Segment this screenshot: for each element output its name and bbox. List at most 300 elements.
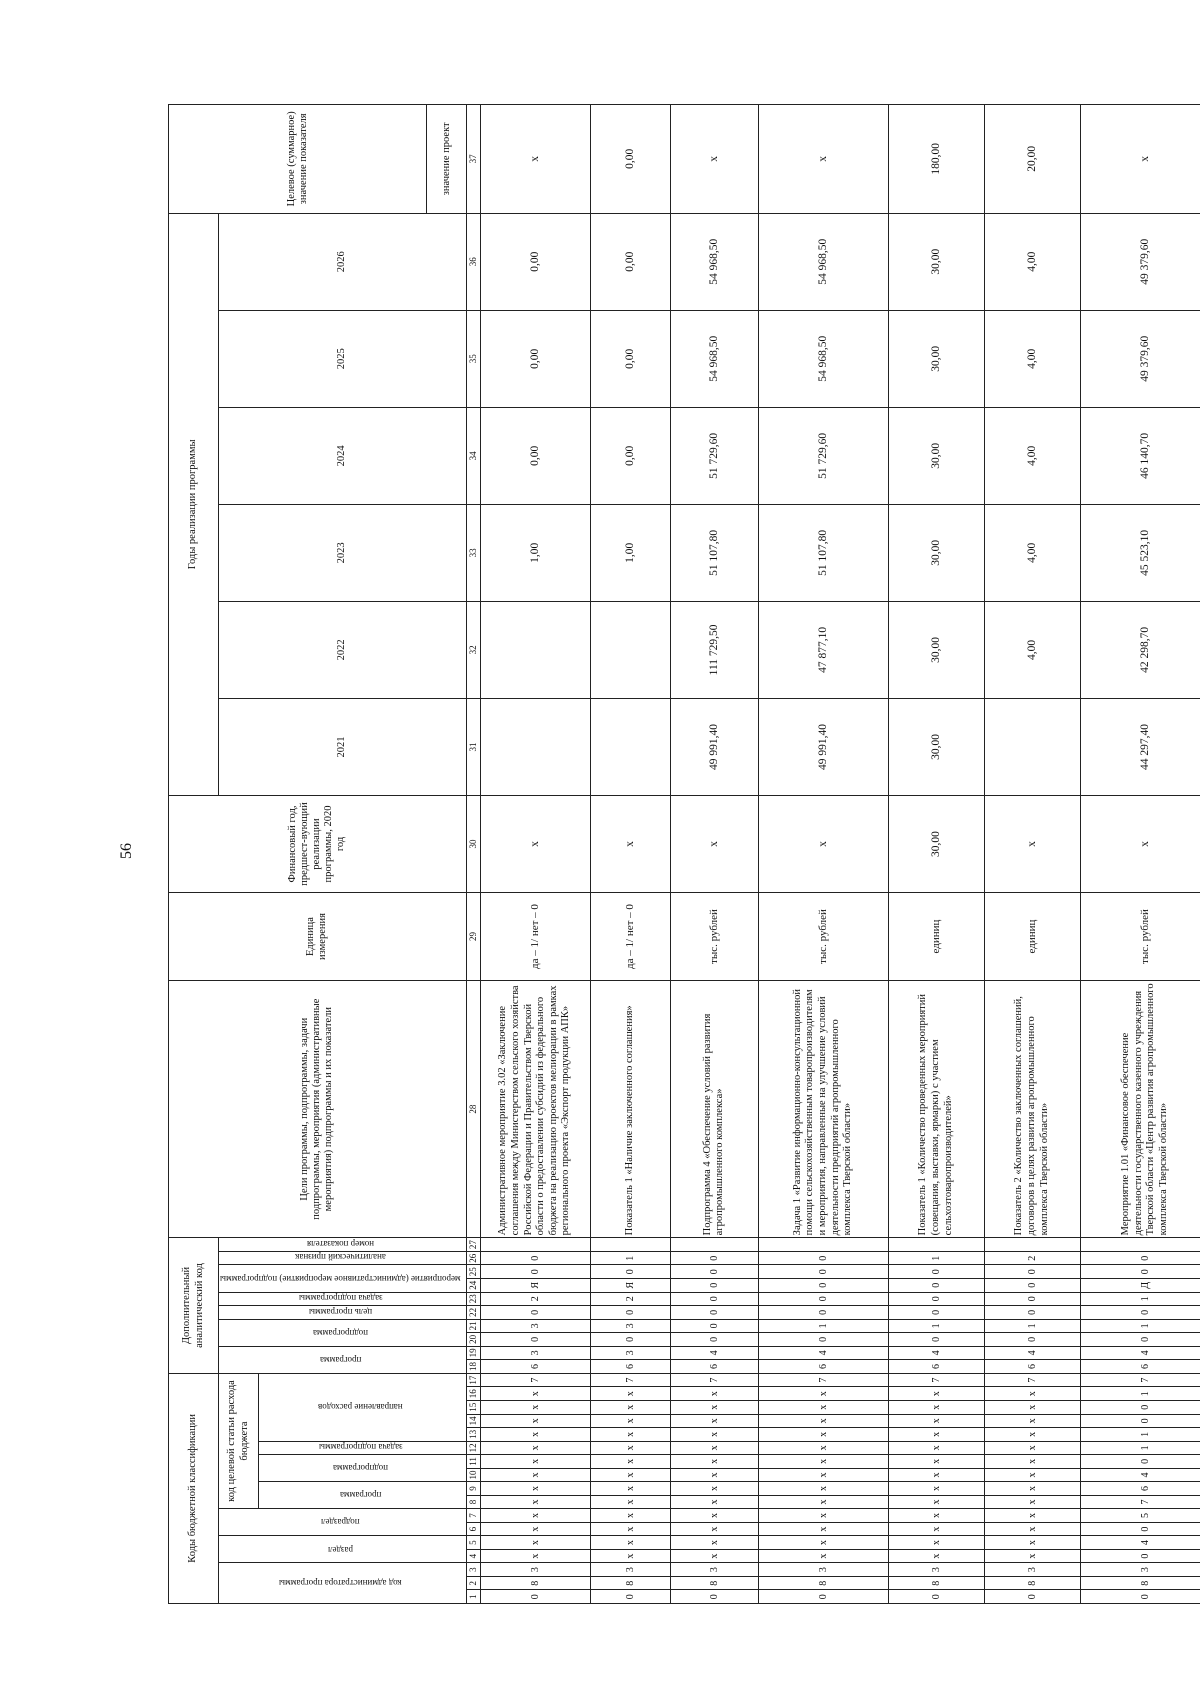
code-digit-empty <box>590 1238 670 1252</box>
code-digit: 8 <box>984 1576 1080 1590</box>
code-digit: 1 <box>1080 1441 1200 1455</box>
code-digit: x <box>480 1468 590 1482</box>
row-unit: тыс. рублей <box>670 893 758 981</box>
subprogram-short-header: подпрограмма <box>219 1319 467 1346</box>
row-2021 <box>590 698 670 795</box>
code-digit: x <box>480 1455 590 1469</box>
target-header: Целевое (суммарное) значение показателя <box>169 105 427 214</box>
target-item-code-header: код целевой статьи расхода бюджета <box>219 1373 259 1509</box>
column-number: 21 <box>466 1319 480 1333</box>
year-2026-header: 2026 <box>219 213 467 310</box>
code-digit: 1 <box>888 1319 984 1333</box>
row-2022 <box>480 601 590 698</box>
year-2023-header: 2023 <box>219 504 467 601</box>
column-number: 20 <box>466 1333 480 1347</box>
row-2024: 0,00 <box>590 407 670 504</box>
row-unit: да – 1/ нет – 0 <box>480 893 590 981</box>
row-2024: 4,00 <box>984 407 1080 504</box>
column-number: 2 <box>466 1576 480 1590</box>
row-2022: 42 298,70 <box>1080 601 1200 698</box>
row-unit: да – 1/ нет – 0 <box>590 893 670 981</box>
code-digit: x <box>888 1509 984 1523</box>
column-number: 29 <box>466 893 480 981</box>
table-row <box>480 105 590 1604</box>
code-digit: 0 <box>888 1292 984 1306</box>
column-number: 13 <box>466 1428 480 1442</box>
row-2025: 0,00 <box>590 310 670 407</box>
code-digit: x <box>888 1549 984 1563</box>
code-digit: 0 <box>590 1590 670 1604</box>
code-digit: x <box>888 1522 984 1536</box>
code-digit: x <box>984 1536 1080 1550</box>
row-2023: 4,00 <box>984 504 1080 601</box>
row-2026: 4,00 <box>984 213 1080 310</box>
code-digit: x <box>670 1522 758 1536</box>
column-number: 26 <box>466 1251 480 1265</box>
code-digit: x <box>480 1509 590 1523</box>
row-2025: 54 968,50 <box>670 310 758 407</box>
code-digit: 7 <box>1080 1373 1200 1387</box>
column-number: 18 <box>466 1360 480 1374</box>
row-2021 <box>480 698 590 795</box>
column-number: 24 <box>466 1279 480 1293</box>
code-digit: 0 <box>670 1279 758 1293</box>
code-digit: 0 <box>758 1590 888 1604</box>
code-digit: 0 <box>1080 1522 1200 1536</box>
code-digit: 6 <box>1080 1360 1200 1374</box>
code-digit: 7 <box>888 1373 984 1387</box>
code-digit: 6 <box>590 1360 670 1374</box>
row-2026: 0,00 <box>590 213 670 310</box>
subprogram-goal-header: цель программы <box>219 1306 467 1320</box>
code-digit: 0 <box>1080 1549 1200 1563</box>
code-digit: 6 <box>480 1360 590 1374</box>
code-digit: x <box>590 1387 670 1401</box>
table-row <box>590 105 670 1604</box>
code-digit: 0 <box>1080 1590 1200 1604</box>
row-fin-year: x <box>590 795 670 892</box>
code-digit: x <box>984 1401 1080 1415</box>
code-digit: 0 <box>984 1265 1080 1279</box>
code-digit-empty <box>984 1238 1080 1252</box>
code-digit: 3 <box>670 1563 758 1577</box>
code-digit: x <box>590 1509 670 1523</box>
code-digit: Д <box>1080 1279 1200 1293</box>
code-digit: x <box>590 1414 670 1428</box>
column-number: 9 <box>466 1482 480 1496</box>
activity-header: мероприятие (административное мероприятие) подпрограммы <box>219 1265 467 1292</box>
code-digit: x <box>480 1549 590 1563</box>
column-number: 17 <box>466 1373 480 1387</box>
column-number: 8 <box>466 1495 480 1509</box>
code-digit: x <box>480 1401 590 1415</box>
code-digit: 3 <box>480 1319 590 1333</box>
code-digit: x <box>758 1549 888 1563</box>
code-digit: x <box>888 1455 984 1469</box>
column-number: 22 <box>466 1306 480 1320</box>
code-digit: 6 <box>888 1360 984 1374</box>
column-number: 37 <box>466 105 480 214</box>
row-target: 20,00 <box>984 105 1080 214</box>
subprogram-header: подпрограмма <box>259 1455 467 1482</box>
row-fin-year: x <box>1080 795 1200 892</box>
program-header: программа <box>259 1482 467 1509</box>
code-digit: 0 <box>758 1279 888 1293</box>
code-digit: 0 <box>1080 1265 1200 1279</box>
code-digit: 3 <box>590 1346 670 1360</box>
row-2022: 4,00 <box>984 601 1080 698</box>
code-digit: 4 <box>1080 1346 1200 1360</box>
column-number: 27 <box>466 1238 480 1252</box>
code-digit: 8 <box>590 1576 670 1590</box>
column-number: 10 <box>466 1468 480 1482</box>
row-description: Показатель 1 «Наличие заключенного соглашения» <box>590 981 670 1238</box>
code-digit: 0 <box>1080 1251 1200 1265</box>
code-digit: x <box>984 1414 1080 1428</box>
code-digit: x <box>480 1414 590 1428</box>
row-2023: 51 107,80 <box>758 504 888 601</box>
row-2026: 54 968,50 <box>758 213 888 310</box>
code-digit: x <box>758 1387 888 1401</box>
row-target: 0,00 <box>590 105 670 214</box>
code-digit: 0 <box>480 1306 590 1320</box>
code-digit: x <box>758 1441 888 1455</box>
code-digit: 0 <box>590 1265 670 1279</box>
years-header: Годы реализации программы <box>169 213 219 795</box>
code-digit: 8 <box>1080 1576 1200 1590</box>
code-digit: 0 <box>888 1279 984 1293</box>
code-digit: 8 <box>888 1576 984 1590</box>
column-number: 19 <box>466 1346 480 1360</box>
column-number-row <box>466 105 480 1604</box>
code-digit-empty <box>758 1238 888 1252</box>
program-short-header: программа <box>219 1346 467 1373</box>
code-digit: x <box>984 1549 1080 1563</box>
row-2025: 4,00 <box>984 310 1080 407</box>
row-2023: 51 107,80 <box>670 504 758 601</box>
row-target: x <box>1080 105 1200 214</box>
code-digit: 0 <box>480 1251 590 1265</box>
code-digit: x <box>888 1482 984 1496</box>
code-digit: x <box>670 1441 758 1455</box>
row-2025: 49 379,60 <box>1080 310 1200 407</box>
code-digit: 0 <box>670 1306 758 1320</box>
code-digit: 7 <box>984 1373 1080 1387</box>
code-digit-empty <box>480 1238 590 1252</box>
code-digit: 0 <box>984 1292 1080 1306</box>
code-digit: x <box>984 1522 1080 1536</box>
code-digit: 0 <box>480 1265 590 1279</box>
code-digit: 3 <box>590 1563 670 1577</box>
column-number: 33 <box>466 504 480 601</box>
code-digit: x <box>670 1536 758 1550</box>
code-digit: 0 <box>758 1251 888 1265</box>
row-2022: 30,00 <box>888 601 984 698</box>
code-digit: x <box>480 1522 590 1536</box>
column-number: 30 <box>466 795 480 892</box>
code-digit: 0 <box>670 1319 758 1333</box>
code-digit: x <box>758 1495 888 1509</box>
row-target: x <box>758 105 888 214</box>
code-digit: x <box>590 1441 670 1455</box>
column-number: 5 <box>466 1536 480 1550</box>
code-digit: x <box>480 1441 590 1455</box>
code-digit: x <box>670 1455 758 1469</box>
code-digit: 0 <box>1080 1414 1200 1428</box>
column-number: 7 <box>466 1509 480 1523</box>
code-digit: x <box>480 1482 590 1496</box>
code-digit: 0 <box>888 1590 984 1604</box>
code-digit: 4 <box>670 1346 758 1360</box>
row-2023: 45 523,10 <box>1080 504 1200 601</box>
code-digit: x <box>888 1414 984 1428</box>
code-digit: 0 <box>758 1333 888 1347</box>
code-digit: x <box>888 1441 984 1455</box>
code-digit: x <box>888 1401 984 1415</box>
subprogram-task-short-header: задача подпрограммы <box>219 1292 467 1306</box>
row-2021: 44 297,40 <box>1080 698 1200 795</box>
row-description: Показатель 1 «Количество проведенных мероприятий (совещания, выставки, ярмарки) с участием сельхозтоваропроизводителей» <box>888 981 984 1238</box>
code-digit: x <box>590 1455 670 1469</box>
code-digit: 1 <box>758 1319 888 1333</box>
code-digit: 0 <box>758 1292 888 1306</box>
row-2024: 30,00 <box>888 407 984 504</box>
code-digit: 0 <box>888 1265 984 1279</box>
code-digit-empty <box>888 1238 984 1252</box>
code-digit: 0 <box>670 1251 758 1265</box>
row-2022: 111 729,50 <box>670 601 758 698</box>
subprogram-task-header: задача подпрограммы <box>259 1441 467 1455</box>
row-target: x <box>480 105 590 214</box>
row-unit: тыс. рублей <box>758 893 888 981</box>
code-digit: x <box>670 1428 758 1442</box>
code-digit: x <box>670 1495 758 1509</box>
code-digit: 0 <box>888 1306 984 1320</box>
code-digit: Я <box>480 1279 590 1293</box>
code-digit: 0 <box>480 1333 590 1347</box>
code-digit: 5 <box>1080 1509 1200 1523</box>
row-fin-year: x <box>758 795 888 892</box>
year-2021-header: 2021 <box>219 698 467 795</box>
code-digit: x <box>480 1428 590 1442</box>
row-2024: 51 729,60 <box>670 407 758 504</box>
code-digit: x <box>984 1455 1080 1469</box>
code-digit: 0 <box>670 1333 758 1347</box>
row-2023: 30,00 <box>888 504 984 601</box>
code-digit: 7 <box>1080 1495 1200 1509</box>
row-2026: 54 968,50 <box>670 213 758 310</box>
column-number: 36 <box>466 213 480 310</box>
code-digit: x <box>670 1401 758 1415</box>
row-2023: 1,00 <box>590 504 670 601</box>
code-digit: x <box>984 1441 1080 1455</box>
table-body <box>480 105 1200 1604</box>
table-row <box>888 105 984 1604</box>
section-header: раздел <box>219 1536 467 1563</box>
subsection-header: подраздел <box>219 1509 467 1536</box>
column-number: 34 <box>466 407 480 504</box>
rotated-table-wrapper <box>168 104 1169 1604</box>
column-number: 12 <box>466 1441 480 1455</box>
column-number: 14 <box>466 1414 480 1428</box>
code-digit: x <box>984 1495 1080 1509</box>
code-digit: 2 <box>480 1292 590 1306</box>
code-digit: x <box>670 1414 758 1428</box>
code-digit: x <box>758 1509 888 1523</box>
row-description: Подпрограмма 4 «Обеспечение условий развития агропромышленного комплекса» <box>670 981 758 1238</box>
code-digit: x <box>670 1387 758 1401</box>
row-2021: 49 991,40 <box>758 698 888 795</box>
program-table <box>168 104 1200 1604</box>
code-digit: 0 <box>1080 1455 1200 1469</box>
row-2025: 54 968,50 <box>758 310 888 407</box>
fin-year-header: Финансовый год, предшест-вующий реализации программы, 2020 год <box>169 795 467 892</box>
code-digit: 1 <box>1080 1387 1200 1401</box>
column-number: 3 <box>466 1563 480 1577</box>
code-digit: x <box>984 1482 1080 1496</box>
year-2022-header: 2022 <box>219 601 467 698</box>
row-2026: 30,00 <box>888 213 984 310</box>
row-unit: единиц <box>888 893 984 981</box>
code-digit: 3 <box>590 1319 670 1333</box>
row-fin-year: 30,00 <box>888 795 984 892</box>
code-digit: x <box>984 1468 1080 1482</box>
column-number: 11 <box>466 1455 480 1469</box>
table-row <box>1080 105 1200 1604</box>
code-digit: 0 <box>758 1306 888 1320</box>
code-digit: 2 <box>984 1251 1080 1265</box>
code-digit: Я <box>590 1279 670 1293</box>
column-number: 1 <box>466 1590 480 1604</box>
table-row <box>758 105 888 1604</box>
unit-header: Единица измерения <box>169 893 467 981</box>
code-digit: 3 <box>480 1346 590 1360</box>
code-digit: 0 <box>670 1265 758 1279</box>
code-digit: 8 <box>758 1576 888 1590</box>
code-digit: 1 <box>1080 1319 1200 1333</box>
row-description: Мероприятие 1.01 «Финансовое обеспечение деятельности государственного казенного учреждения Тверской области «Центр развития агропромышленного комплекса Тверской области» <box>1080 981 1200 1238</box>
row-description: Задача 1 «Развитие информационно-консультационной помощи сельскохозяйственным товаропроизводителям и мероприятия, направленные на улучшение условий деятельности предприятий агропромышленного комплекса Тверской области» <box>758 981 888 1238</box>
code-digit: 0 <box>1080 1401 1200 1415</box>
code-digit: 3 <box>480 1563 590 1577</box>
code-digit: x <box>888 1387 984 1401</box>
column-number: 28 <box>466 981 480 1238</box>
code-digit: 6 <box>1080 1482 1200 1496</box>
code-digit: x <box>590 1482 670 1496</box>
code-digit: 8 <box>670 1576 758 1590</box>
code-digit: 7 <box>480 1373 590 1387</box>
code-digit: x <box>758 1455 888 1469</box>
row-2026: 49 379,60 <box>1080 213 1200 310</box>
code-digit: 6 <box>984 1360 1080 1374</box>
code-digit: x <box>590 1522 670 1536</box>
code-digit: x <box>590 1536 670 1550</box>
code-digit: x <box>758 1536 888 1550</box>
code-digit: x <box>984 1428 1080 1442</box>
code-digit: 7 <box>670 1373 758 1387</box>
goals-header: Цели программы, подпрограммы, задачи подпрограммы, мероприятия (административные мероприятия) подпрограммы и их показатели <box>169 981 467 1238</box>
code-digit: 0 <box>888 1333 984 1347</box>
code-digit: x <box>590 1428 670 1442</box>
code-digit: 3 <box>888 1563 984 1577</box>
row-target: 180,00 <box>888 105 984 214</box>
code-digit: 7 <box>590 1373 670 1387</box>
code-digit: 4 <box>888 1346 984 1360</box>
code-digit: 0 <box>984 1279 1080 1293</box>
code-digit: 1 <box>984 1319 1080 1333</box>
row-2026: 0,00 <box>480 213 590 310</box>
code-digit: x <box>984 1509 1080 1523</box>
indicator-number-header: номер показателя <box>219 1238 467 1252</box>
code-digit: 0 <box>670 1590 758 1604</box>
column-number: 31 <box>466 698 480 795</box>
code-digit: 0 <box>984 1590 1080 1604</box>
code-digit: x <box>758 1522 888 1536</box>
table-row <box>984 105 1080 1604</box>
admin-code-header: код администратора программы <box>219 1563 467 1604</box>
budget-codes-header: Коды бюджетной классификации <box>169 1373 219 1603</box>
code-digit: x <box>590 1401 670 1415</box>
code-digit: x <box>670 1482 758 1496</box>
additional-code-header: Дополнительный аналитический код <box>169 1238 219 1373</box>
code-digit: x <box>590 1468 670 1482</box>
row-2021: 49 991,40 <box>670 698 758 795</box>
row-2024: 51 729,60 <box>758 407 888 504</box>
row-unit: тыс. рублей <box>1080 893 1200 981</box>
column-number: 6 <box>466 1522 480 1536</box>
code-digit: x <box>670 1468 758 1482</box>
expense-direction-header: направление расходов <box>259 1373 467 1441</box>
code-digit: 1 <box>1080 1428 1200 1442</box>
code-digit: 0 <box>1080 1333 1200 1347</box>
code-digit: 0 <box>670 1292 758 1306</box>
column-number: 23 <box>466 1292 480 1306</box>
target-sub-header: значение проект <box>427 105 466 214</box>
table-row <box>670 105 758 1604</box>
row-target: x <box>670 105 758 214</box>
column-number: 4 <box>466 1549 480 1563</box>
code-digit: x <box>984 1387 1080 1401</box>
code-digit: x <box>758 1468 888 1482</box>
code-digit: x <box>758 1482 888 1496</box>
row-description: Показатель 2 «Количество заключенных соглашений, договоров в целях развития агропромышленного комплекса Тверской области» <box>984 981 1080 1238</box>
code-digit: 3 <box>1080 1563 1200 1577</box>
column-number: 15 <box>466 1401 480 1415</box>
code-digit: x <box>670 1549 758 1563</box>
code-digit: x <box>758 1414 888 1428</box>
column-number: 35 <box>466 310 480 407</box>
code-digit: 0 <box>590 1333 670 1347</box>
code-digit: x <box>888 1428 984 1442</box>
year-2024-header: 2024 <box>219 407 467 504</box>
code-digit: 4 <box>1080 1536 1200 1550</box>
code-digit: 6 <box>758 1360 888 1374</box>
code-digit: 4 <box>984 1346 1080 1360</box>
code-digit: 4 <box>758 1346 888 1360</box>
code-digit: 1 <box>1080 1292 1200 1306</box>
code-digit: x <box>758 1428 888 1442</box>
code-digit: 0 <box>480 1590 590 1604</box>
row-fin-year: x <box>670 795 758 892</box>
code-digit: 0 <box>984 1333 1080 1347</box>
column-number: 32 <box>466 601 480 698</box>
code-digit: 1 <box>590 1251 670 1265</box>
row-2021: 30,00 <box>888 698 984 795</box>
row-2021 <box>984 698 1080 795</box>
code-digit: x <box>480 1387 590 1401</box>
row-2025: 30,00 <box>888 310 984 407</box>
row-2022: 47 877,10 <box>758 601 888 698</box>
